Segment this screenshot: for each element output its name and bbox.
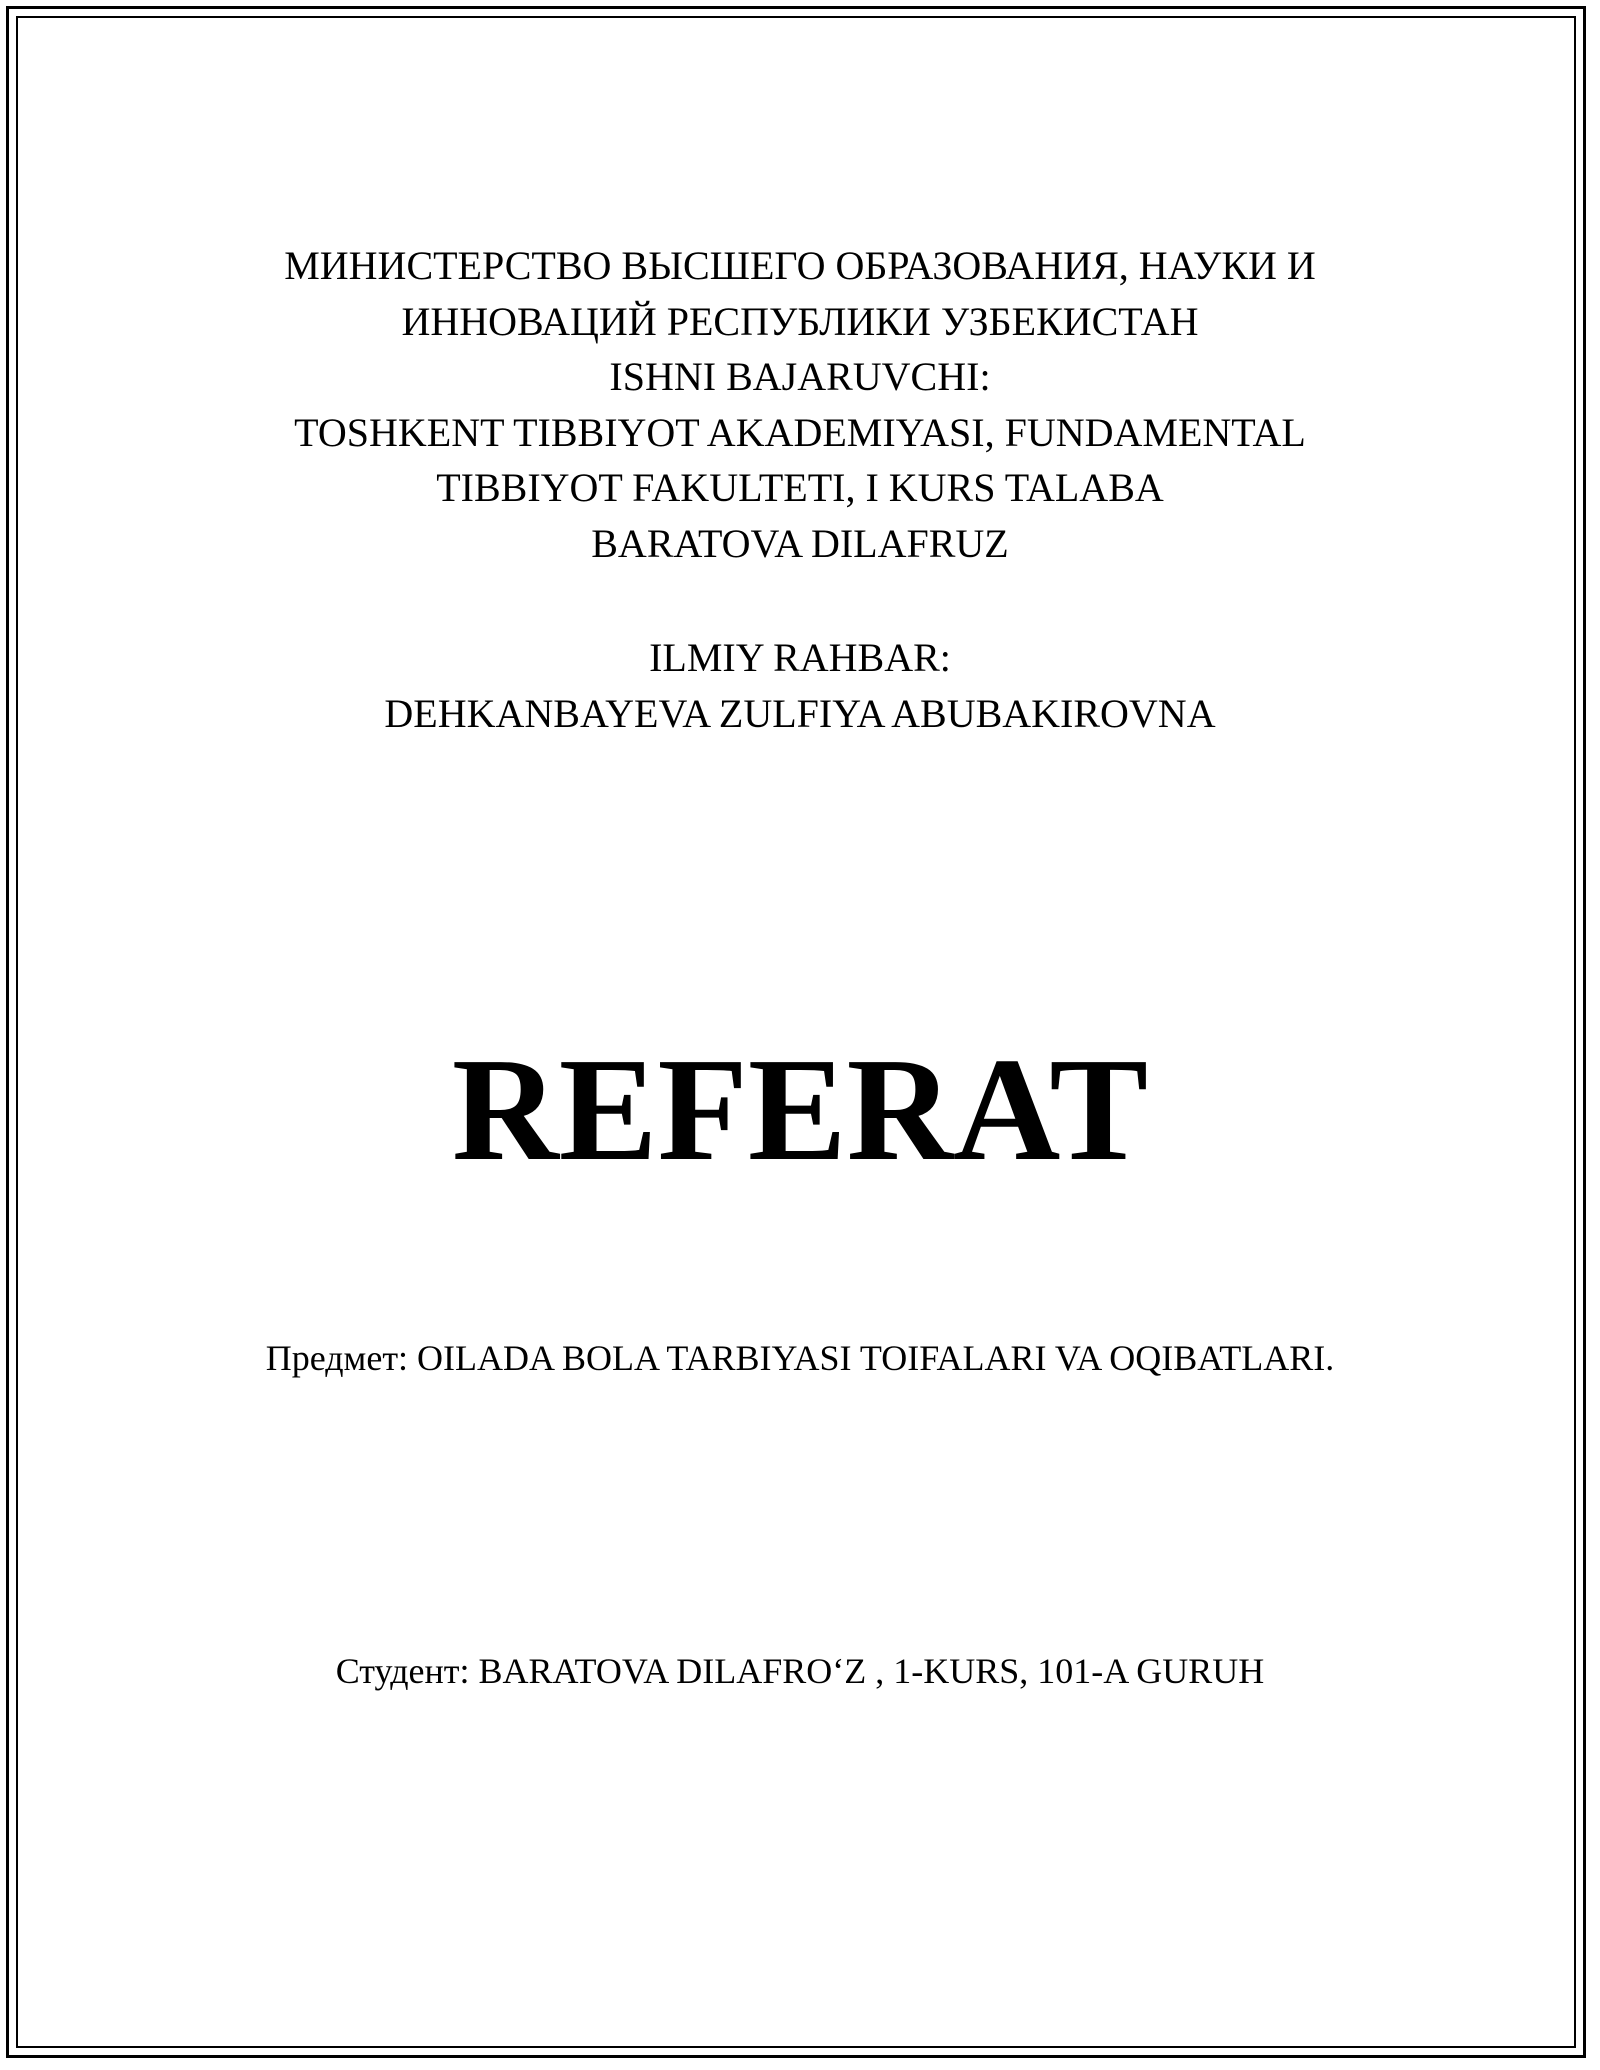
advisor-label: ILMIY RAHBAR: xyxy=(649,635,951,680)
institution-line-1: TOSHKENT TIBBIYOT AKADEMIYASI, FUNDAMENTAL xyxy=(294,409,1306,455)
ministry-line-1: МИНИСТЕРСТВО ВЫСШЕГО ОБРАЗОВАНИЯ, НАУКИ И xyxy=(284,243,1316,288)
document-title: REFERAT xyxy=(451,1028,1149,1192)
performer-label: ISHNI BAJARUVCHI: xyxy=(609,354,991,399)
student-line: Студент: BARATOVA DILAFRO‘Z , 1-KURS, 101-A GURUH xyxy=(335,1651,1265,1691)
advisor-block xyxy=(0,630,1600,741)
ministry-line-2: ИННОВАЦИЙ РЕСПУБЛИКИ УЗБЕКИСТАН xyxy=(401,298,1199,344)
performer-name: BARATOVA DILAFRUZ xyxy=(591,520,1009,566)
subject-line: Предмет: OILADA BOLA TARBIYASI TOIFALARI VA OQIBATLARI. xyxy=(265,1338,1335,1378)
institution-line-2: TIBBIYOT FAKULTETI, I KURS TALABA xyxy=(436,465,1164,510)
advisor-name: DEHKANBAYEVA ZULFIYA ABUBAKIROVNA xyxy=(384,690,1216,736)
header-block xyxy=(0,238,1600,571)
